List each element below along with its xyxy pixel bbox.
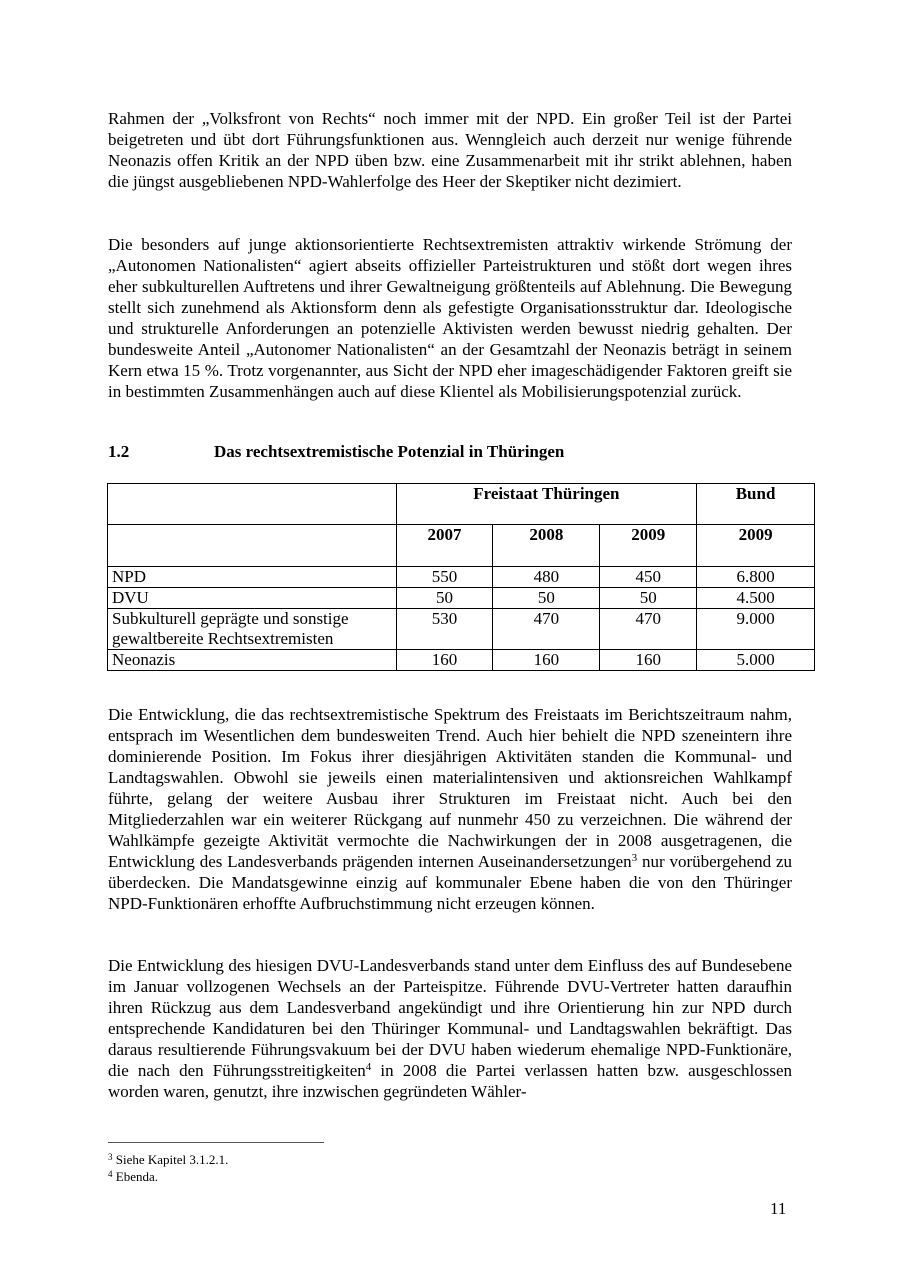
cell-value: 550 xyxy=(396,567,493,588)
section-heading xyxy=(108,441,564,462)
cell-value: 4.500 xyxy=(697,588,815,609)
paragraph-text: in 2008 die Partei verlassen hatten bzw. ausgeschlossen worden waren, genutzt, ihre inzwischen gegründeten Wähler- xyxy=(108,1061,793,1101)
cell-value: 5.000 xyxy=(697,650,815,671)
section-title: Das rechtsextremistische Potenzial in Thüringen xyxy=(214,442,565,461)
table-year: 2009 xyxy=(600,525,697,567)
footnote xyxy=(108,1152,228,1168)
cell-value: 160 xyxy=(396,650,493,671)
table-year-row xyxy=(108,525,815,567)
footnote-reference[interactable]: 4 xyxy=(365,1061,372,1073)
table-year: 2009 xyxy=(697,525,815,567)
table-row xyxy=(108,567,815,588)
table-year: 2007 xyxy=(396,525,493,567)
page-number: 11 xyxy=(770,1199,787,1218)
paragraph-text: nur vorübergehend zu überdecken. Die Mandatsgewinne einzig auf kommunaler Ebene haben die von den Thüringer NPD-Funktionären erhoffte Aufbruchstimmung nicht erzeugen können. xyxy=(108,852,792,913)
cell-value: 530 xyxy=(396,609,493,650)
table-row xyxy=(108,609,815,650)
cell-value: 9.000 xyxy=(697,609,815,650)
footnote-text: Ebenda. xyxy=(115,1169,158,1184)
cell-value: 450 xyxy=(600,567,697,588)
paragraph-text: Die Entwicklung, die das rechtsextremistische Spektrum des Freistaats im Berichtszeitraum nahm, entsprach im Wesentlichen dem bundesweiten Trend. Auch hier behielt die NPD szeneintern ihre dominierende Position. Im Fokus ihrer diesjährigen Aktivitäten standen die Kommunal- und Landtagswahlen. Obwohl sie jeweils einen materialintensiven und aktionsreichen Wahlkampf führte, gelang der weitere Ausbau ihrer Strukturen im Freistaat nicht. Auch bei den Mitgliederzahlen war ein weiterer Rückgang auf nunmehr 450 zu verzeichnen. Die während der Wahlkämpfe gezeigte Aktivität vermochte die Nachwirkungen der in 2008 ausgetragenen, die Entwicklung des Landesverbands prägenden internen Auseinandersetzungen xyxy=(108,705,792,871)
row-label: Subkulturell geprägte und sonstige gewaltbereite Rechtsextremisten xyxy=(108,609,397,650)
footnote-text: Siehe Kapitel 3.1.2.1. xyxy=(115,1152,229,1167)
paragraph-volksfront: Rahmen der „Volksfront von Rechts“ noch immer mit der NPD. Ein großer Teil ist der Partei beigetreten und übt dort Führungsfunktionen aus. Wenngleich auch derzeit nur wenige führende Neonazis offen Kritik an der NPD üben bzw. eine Zusammenarbeit mit ihr strikt ablehnen, haben die jüngst ausgebliebenen NPD-Wahlerfolge des Heer der Skeptiker nicht dezimiert. xyxy=(108,109,792,191)
cell-value: 50 xyxy=(396,588,493,609)
table-corner-cell xyxy=(108,525,397,567)
paragraph-dvu-development xyxy=(108,955,792,1102)
table-header-federal: Bund xyxy=(697,484,815,525)
cell-value: 160 xyxy=(600,650,697,671)
table-header-state: Freistaat Thüringen xyxy=(396,484,697,525)
paragraph-autonome-nationalisten: Die besonders auf junge aktionsorientierte Rechtsextremisten attraktiv wirkende Strömung der „Autonomen Nationalisten“ agiert abseits offizieller Parteistrukturen und stößt dort wegen ihres eher subkulturellen Auftretens und ihrer Gewaltneigung größtenteils auf Ablehnung. Die Bewegung stellt sich zunehmend als Aktionsform denn als gefestigte Organisationsstruktur dar. Ideologische und strukturelle Anforderungen an potenzielle Aktivisten werden bewusst niedrig gehalten. Der bundesweite Anteil „Autonomer Nationalisten“ an der Gesamtzahl der Neonazis beträgt in seinem Kern etwa 15 %. Trotz vorgenannter, aus Sicht der NPD eher imageschädigender Faktoren greift sie in bestimmten Zusammenhängen auch auf diese Klientel als Mobilisierungspotenzial zurück. xyxy=(108,235,792,401)
row-label: NPD xyxy=(108,567,397,588)
section-number: 1.2 xyxy=(108,442,130,461)
table-year: 2008 xyxy=(493,525,600,567)
potential-table xyxy=(107,483,815,671)
cell-value: 6.800 xyxy=(697,567,815,588)
cell-value: 480 xyxy=(493,567,600,588)
paragraph-text: Die Entwicklung des hiesigen DVU-Landesverbands stand unter dem Einfluss des auf Bundesebene im Januar vollzogenen Wechsels an der Parteispitze. Führende DVU-Vertreter hatten daraufhin ihren Rückzug aus dem Landesverband angekündigt und ihre Orientierung hin zur NPD durch entsprechende Kandidaturen bei den Thüringer Kommunal- und Landtagswahlen bekräftigt. Das daraus resultierende Führungsvakuum bei der DVU haben wiederum ehemalige NPD-Funktionäre, die nach den Führungsstreitigkeiten xyxy=(108,956,792,1080)
table-row xyxy=(108,650,815,671)
row-label: Neonazis xyxy=(108,650,397,671)
paragraph-npd-development xyxy=(108,704,792,914)
footnote-reference[interactable]: 3 xyxy=(631,852,638,864)
table-corner-cell xyxy=(108,484,397,525)
cell-value: 470 xyxy=(493,609,600,650)
cell-value: 50 xyxy=(600,588,697,609)
row-label: DVU xyxy=(108,588,397,609)
cell-value: 470 xyxy=(600,609,697,650)
footnote-mark: 3 xyxy=(108,1152,113,1162)
footnote-divider xyxy=(108,1142,324,1143)
table-row xyxy=(108,588,815,609)
footnote-mark: 4 xyxy=(108,1169,113,1179)
cell-value: 160 xyxy=(493,650,600,671)
footnote xyxy=(108,1169,158,1185)
cell-value: 50 xyxy=(493,588,600,609)
table-header-row xyxy=(108,484,815,525)
